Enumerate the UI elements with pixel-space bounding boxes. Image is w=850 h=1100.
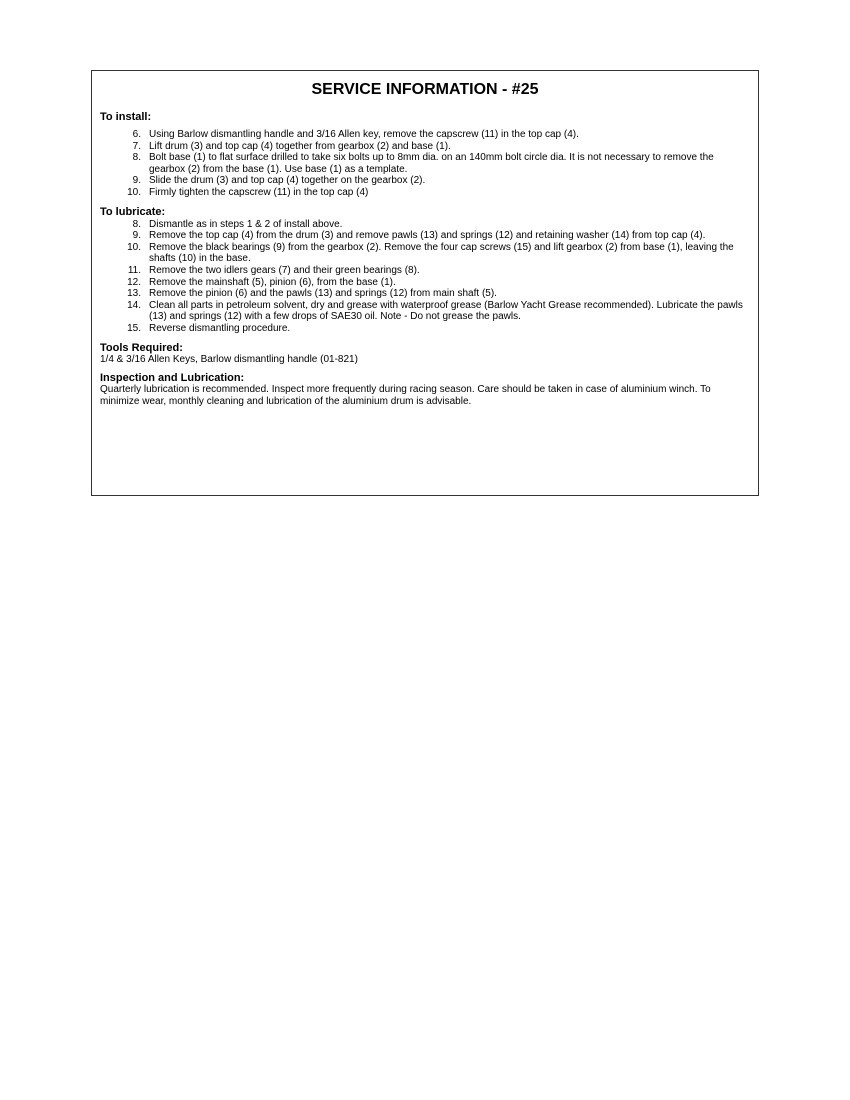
install-step (100, 175, 750, 187)
install-steps-list (100, 129, 750, 199)
lubricate-steps-list (100, 219, 750, 335)
step-number: 14. (127, 299, 141, 311)
install-step (100, 129, 750, 141)
step-number: 10. (127, 241, 141, 253)
lubricate-step (100, 265, 750, 277)
step-text: Lift drum (3) and top cap (4) together from gearbox (2) and base (1). (149, 140, 451, 152)
install-step (100, 152, 750, 175)
step-text: Firmly tighten the capscrew (11) in the top cap (4) (149, 186, 369, 198)
tools-text: 1/4 & 3/16 Allen Keys, Barlow dismantling handle (01-821) (100, 353, 358, 365)
lubricate-step (100, 288, 750, 300)
inspection-heading: Inspection and Lubrication: (100, 372, 245, 385)
step-text: Remove the top cap (4) from the drum (3) and remove pawls (13) and springs (12) and retaining washer (14) from top cap (4). (149, 230, 706, 242)
step-number: 13. (127, 288, 141, 300)
step-number: 7. (132, 140, 141, 152)
step-text: Remove the two idlers gears (7) and their green bearings (8). (149, 264, 420, 276)
install-step (100, 187, 750, 199)
step-number: 9. (132, 230, 141, 242)
step-text: Bolt base (1) to flat surface drilled to take six bolts up to 8mm dia. on an 140mm bolt circle dia. It is not necessary to remove the gearbox (2) from the base (1). Use base (1) as a template. (149, 152, 714, 175)
page-title: SERVICE INFORMATION - #25 (311, 81, 539, 98)
step-text: Remove the black bearings (9) from the gearbox (2). Remove the four cap screws (15) and lift gearbox (2) from base (1), leaving the shafts (10) in the base. (149, 241, 734, 265)
install-heading: To install: (100, 111, 152, 123)
lubricate-step (100, 323, 750, 335)
lubricate-step (100, 242, 750, 265)
step-text: Using Barlow dismantling handle and 3/16 Allen key, remove the capscrew (11) in the top cap (4). (149, 129, 579, 140)
step-number: 15. (127, 322, 141, 334)
install-step (100, 141, 750, 153)
step-number: 8. (132, 152, 141, 164)
step-number: 10. (127, 186, 141, 198)
lubricate-step (100, 230, 750, 242)
lubricate-heading: To lubricate: (100, 205, 166, 218)
step-text: Dismantle as in steps 1 & 2 of install above. (149, 218, 343, 230)
step-number: 8. (132, 218, 141, 230)
lubricate-step (100, 277, 750, 289)
lubricate-step (100, 300, 750, 323)
step-text: Reverse dismantling procedure. (149, 322, 291, 334)
step-number: 6. (132, 129, 141, 140)
lubricate-step (100, 219, 750, 231)
step-number: 12. (127, 276, 141, 288)
service-info-panel (91, 70, 759, 496)
step-text: Remove the mainshaft (5), pinion (6), from the base (1). (149, 276, 396, 288)
tools-heading: Tools Required: (100, 341, 183, 354)
inspection-text: Quarterly lubrication is recommended. Inspect more frequently during racing season. Care should be taken in case of aluminium winch. To minimize wear, monthly cleaning and lubrication of the aluminium drum is advisable. (100, 384, 711, 407)
step-number: 9. (132, 175, 141, 187)
step-text: Slide the drum (3) and top cap (4) together on the gearbox (2). (149, 175, 426, 187)
step-text: Clean all parts in petroleum solvent, dry and grease with waterproof grease (Barlow Yacht Grease recommended). Lubricate the pawls (13) and springs (12) with a few drops of SAE30 oil. Note - Do not grease the pawls. (149, 299, 743, 323)
step-number: 11. (127, 264, 141, 276)
step-text: Remove the pinion (6) and the pawls (13) and springs (12) from main shaft (5). (149, 288, 497, 300)
